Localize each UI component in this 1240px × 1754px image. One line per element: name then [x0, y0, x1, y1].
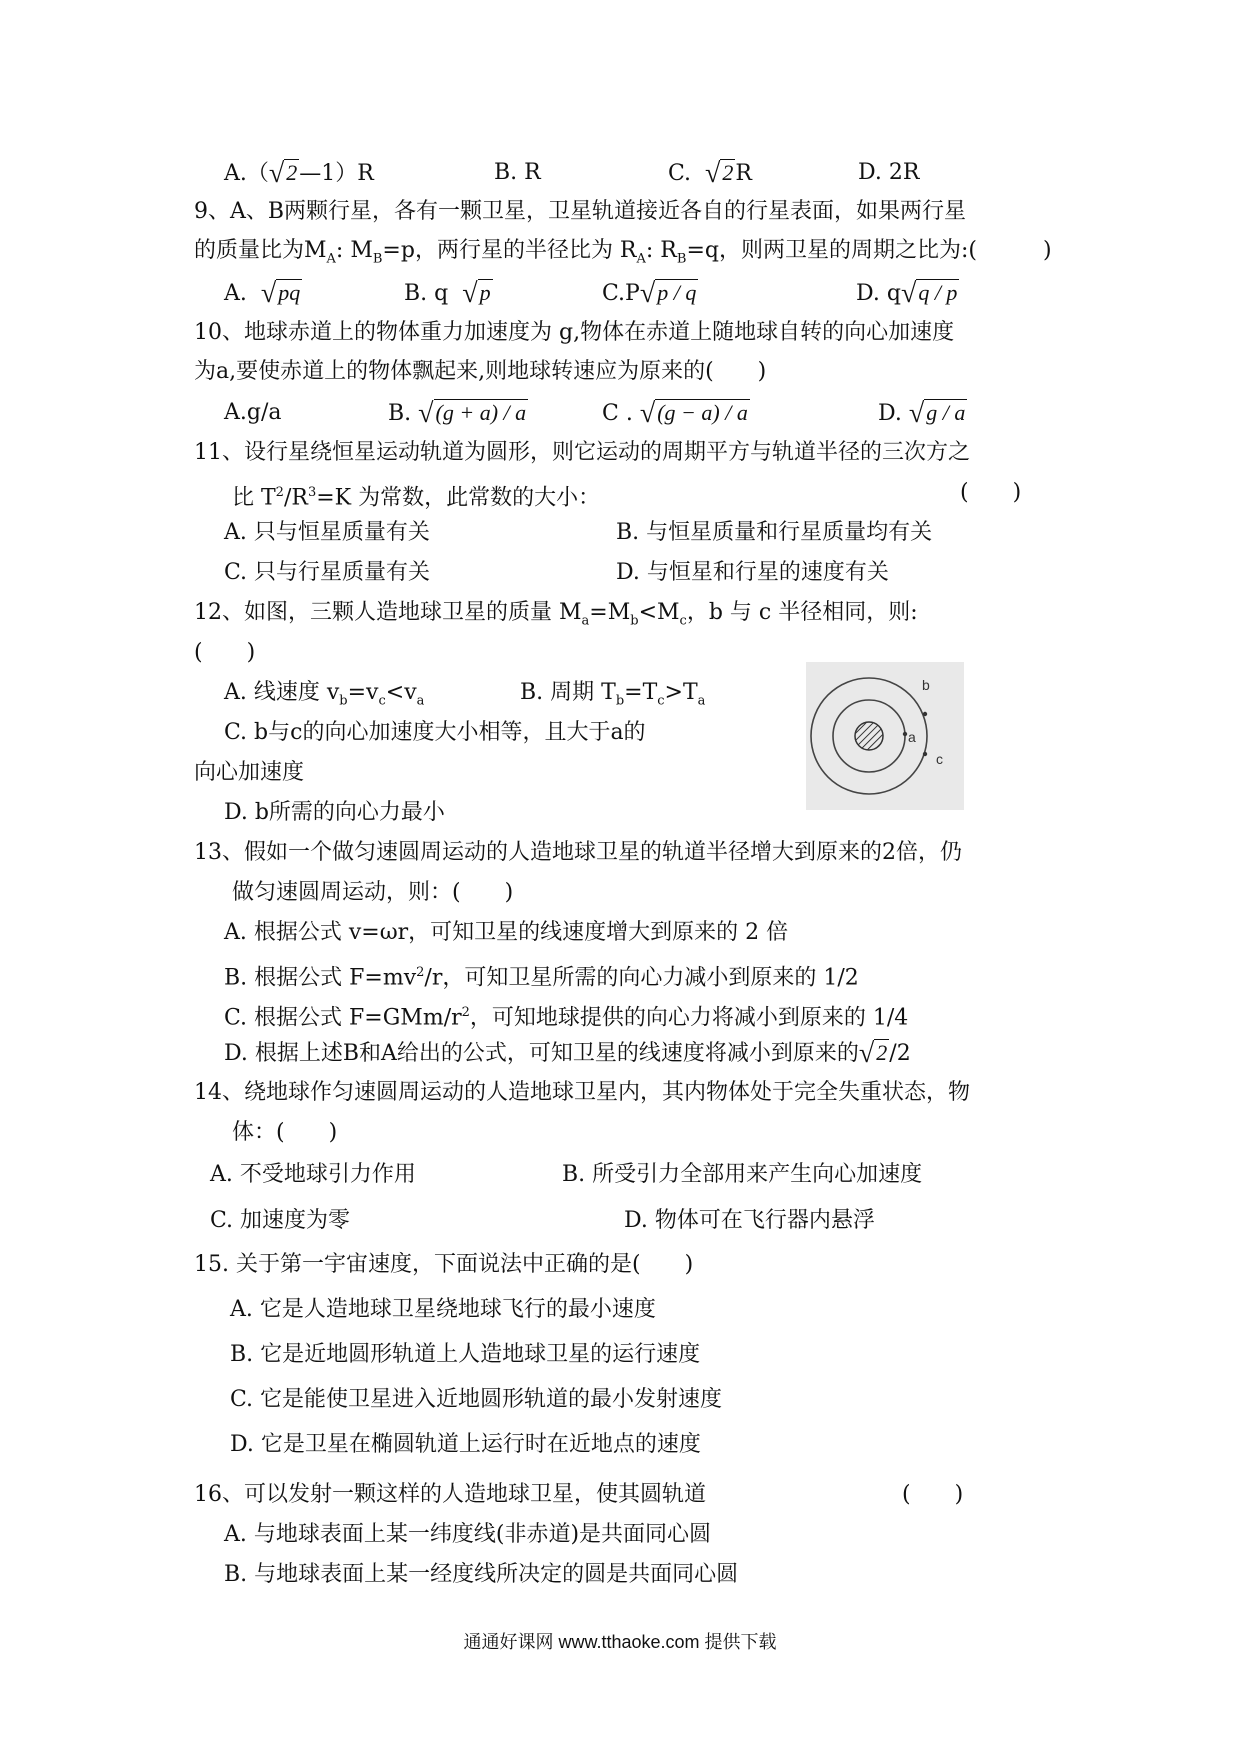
q15-stem: 15. 关于第一宇宙速度，下面说法中正确的是( ) — [194, 1252, 694, 1277]
sqrt-icon: √ — [900, 278, 917, 309]
q14-option-b: B. 所受引力全部用来产生向心加速度 — [562, 1162, 923, 1187]
sqrt-icon: √ — [908, 398, 925, 429]
q14-option-a: A. 不受地球引力作用 — [210, 1162, 416, 1187]
q9-option-d: D. q√q / p — [856, 278, 958, 309]
q13-option-b: B. 根据公式 $F=mv^2/r$，可知卫星所需的向心力减小到原来的 1/2 — [224, 965, 859, 991]
q14-option-d: D. 物体可在飞行器内悬浮 — [624, 1208, 875, 1233]
q9-option-a: A. √pq — [224, 278, 301, 309]
q11-stem-line1: 11、设行星绕恒星运动轨道为圆形，则它运动的周期平方与轨道半径的三次方之 — [194, 440, 970, 465]
q15-option-a: A. 它是人造地球卫星绕地球飞行的最小速度 — [230, 1297, 656, 1322]
q12-option-b: B. 周期 $T_b=T_c>T_a$ — [520, 680, 706, 709]
q13-stem-line2: 做匀速圆周运动，则：( ) — [232, 880, 514, 905]
sqrt-icon: √ — [639, 278, 656, 309]
q8-options: A.（√2—1）R — [224, 158, 374, 189]
q12-stem-line1: 12、如图，三颗人造地球卫星的质量 $M_a=M_b<M_c$，b 与 c 半径相同，则: — [194, 600, 918, 629]
q9-option-c: C.P√p / q — [602, 278, 697, 309]
q15-option-d: D. 它是卫星在椭圆轨道上运行时在近地点的速度 — [230, 1432, 701, 1457]
earth-icon — [855, 722, 883, 750]
q13-option-c: C. 根据公式 $F=GMm/r^2$，可知地球提供的向心力将减小到原来的 1/4 — [224, 1005, 909, 1031]
q15-option-c: C. 它是能使卫星进入近地圆形轨道的最小发射速度 — [230, 1387, 723, 1412]
sqrt-icon: √ — [858, 1038, 875, 1069]
q11-option-c: C. 只与行星质量有关 — [224, 560, 431, 585]
satellite-b — [923, 712, 927, 716]
q10-stem-line2: 为a,要使赤道上的物体飘起来,则地球转速应为原来的( ) — [194, 359, 767, 384]
page-footer: 通通好课网 www.tthaoke.com 提供下载 — [463, 1632, 777, 1652]
sqrt-icon: √ — [268, 158, 285, 189]
label-c: c — [936, 751, 943, 767]
q8-option-c: C. √2R — [668, 158, 752, 189]
q11-option-d: D. 与恒星和行星的速度有关 — [616, 560, 889, 585]
q16-answer-paren: ( ) — [902, 1482, 964, 1507]
q12-option-a: A. 线速度 $v_b=v_c<v_a$ — [224, 680, 425, 709]
q10-option-a: A.g/a — [224, 400, 282, 425]
q11-answer-paren: ( ) — [960, 480, 1022, 505]
q11-option-b: B. 与恒星质量和行星质量均有关 — [616, 520, 933, 545]
q11-option-a: A. 只与恒星质量有关 — [224, 520, 430, 545]
sqrt-icon: √ — [462, 278, 478, 309]
q10-option-b: B. √(g + a) / a — [388, 398, 527, 429]
q14-option-c: C. 加速度为零 — [210, 1208, 351, 1233]
q12-answer-paren: ( ) — [194, 640, 256, 665]
sqrt-icon: √ — [705, 158, 721, 189]
satellite-c — [923, 752, 927, 756]
q13-option-d: D. 根据上述B和A给出的公式，可知卫星的线速度将减小到原来的√2/2 — [224, 1038, 911, 1069]
q9-stem-line1: 9、A、B两颗行星，各有一颗卫星，卫星轨道接近各自的行星表面，如果两行星 — [194, 199, 967, 224]
q9-option-b: B. q √p — [404, 278, 491, 309]
orbit-figure — [806, 662, 964, 810]
q9-stem-line2: 的质量比为$M_A$: $M_B=p$，两行星的半径比为 $R_A$: $R_B=q$，则两卫星的周期之比为:( ) — [194, 238, 1052, 267]
q8-option-d: D. 2R — [858, 160, 920, 185]
sqrt-icon: √ — [260, 278, 277, 309]
q16-option-a: A. 与地球表面上某一纬度线(非赤道)是共面同心圆 — [224, 1522, 712, 1547]
satellite-a — [903, 732, 907, 736]
q16-stem: 16、可以发射一颗这样的人造地球卫星，使其圆轨道 — [194, 1482, 706, 1507]
q14-stem-line1: 14、绕地球作匀速圆周运动的人造地球卫星内，其内物体处于完全失重状态，物 — [194, 1080, 970, 1105]
q13-stem-line1: 13、假如一个做匀速圆周运动的人造地球卫星的轨道半径增大到原来的2倍，仍 — [194, 840, 962, 865]
q15-option-b: B. 它是近地圆形轨道上人造地球卫星的运行速度 — [230, 1342, 701, 1367]
label-a: a — [908, 729, 916, 745]
q10-option-d: D. √g / a — [878, 398, 966, 429]
sqrt-icon: √ — [418, 398, 434, 429]
q8-option-b: B. R — [494, 160, 541, 185]
q13-option-a: A. 根据公式 v=ωr，可知卫星的线速度增大到原来的 2 倍 — [224, 920, 789, 945]
q14-stem-line2: 体：( ) — [232, 1120, 338, 1145]
q10-stem-line1: 10、地球赤道上的物体重力加速度为 g,物体在赤道上随地球自转的向心加速度 — [194, 320, 955, 345]
q8-option-a: A.（ — [224, 161, 269, 186]
label-b: b — [922, 677, 930, 693]
q11-stem-line2: 比 $T^2/R^3=K$ 为常数，此常数的大小： — [232, 485, 601, 511]
q16-option-b: B. 与地球表面上某一经度线所决定的圆是共面同心圆 — [224, 1562, 739, 1587]
q12-option-d: D. b所需的向心力最小 — [224, 800, 445, 825]
orbit-diagram — [806, 662, 964, 810]
q12-option-c-line2: 向心加速度 — [194, 760, 305, 785]
q12-option-c-line1: C. b与c的向心加速度大小相等，且大于a的 — [224, 720, 646, 745]
sqrt-icon: √ — [639, 398, 656, 429]
q10-option-c: C . √(g − a) / a — [602, 398, 748, 429]
